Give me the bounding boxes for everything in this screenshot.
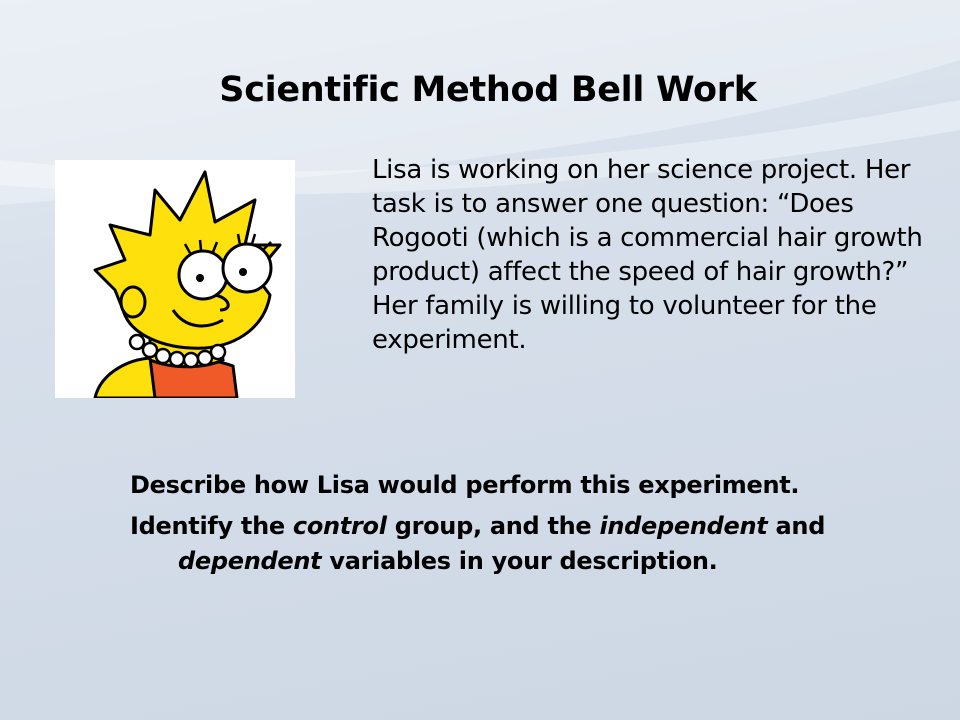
task-identify-variables bbox=[130, 509, 870, 579]
task-identify-part1: Identify the bbox=[130, 512, 293, 540]
task-identify-part4: variables in your description. bbox=[321, 547, 718, 575]
scenario-text: Lisa is working on her science project. Her task is to answer one question: “Does Rogooti (which is a commercial hair growth product) affect the speed of hair growth?” Her family is willing to volunteer for the experiment. bbox=[372, 155, 923, 355]
task-identify-part3: and bbox=[767, 512, 826, 540]
lisa-simpson-illustration bbox=[55, 160, 295, 398]
term-independent: independent bbox=[599, 512, 768, 540]
term-control: control bbox=[292, 512, 387, 540]
task-describe-experiment bbox=[130, 468, 870, 503]
task-identify-part2: group, and the bbox=[386, 512, 600, 540]
term-dependent: dependent bbox=[178, 547, 322, 575]
slide-title: Scientific Method Bell Work bbox=[219, 70, 757, 110]
task-list bbox=[130, 468, 870, 585]
lisa-simpson-icon bbox=[55, 160, 295, 398]
task-describe-text: Describe how Lisa would perform this experiment. bbox=[130, 471, 800, 499]
